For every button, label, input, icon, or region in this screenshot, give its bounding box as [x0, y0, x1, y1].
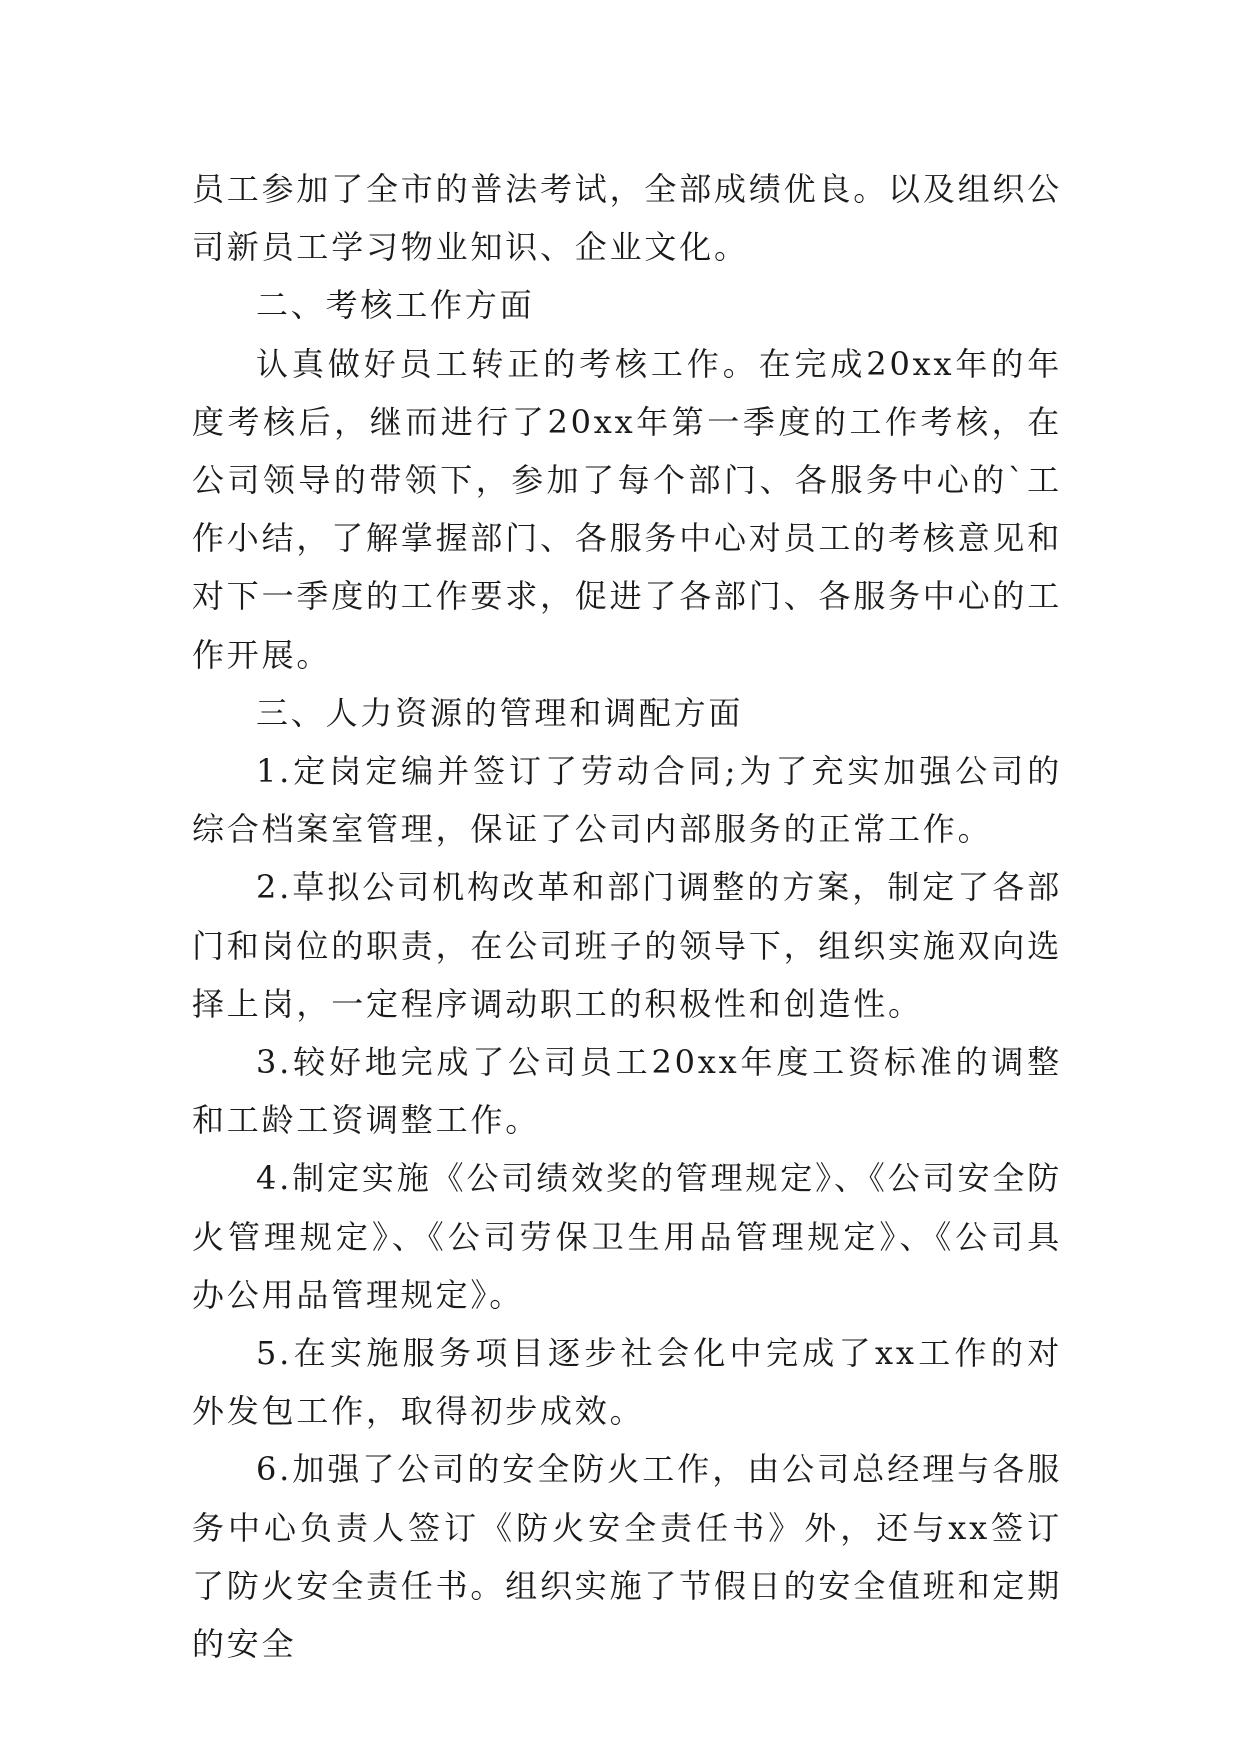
paragraph-assessment: 认真做好员工转正的考核工作。在完成20xx年的年度考核后，继而进行了20xx年第一季度的工作考核，在公司领导的带领下，参加了每个部门、各服务中心的`工作小结，了解掌握部门、各服务中心对员工的考核意见和对下一季度的工作要求，促进了各部门、各服务中心的工作开展。: [192, 344, 1063, 674]
list-item-4: 4.制定实施《公司绩效奖的管理规定》、《公司安全防火管理规定》、《公司劳保卫生用品管理规定》、《公司具办公用品管理规定》。: [192, 1159, 1062, 1314]
document-body: [192, 160, 1062, 1673]
section-heading-hr: 三、人力资源的管理和调配方面: [256, 693, 744, 732]
list-item-3: 3.较好地完成了公司员工20xx年度工资标准的调整和工龄工资调整工作。: [192, 1043, 1062, 1140]
section-heading-assessment: 二、考核工作方面: [256, 286, 535, 325]
paragraph-continuation: 员工参加了全市的普法考试，全部成绩优良。以及组织公司新员工学习物业知识、企业文化。: [192, 170, 1063, 267]
list-item-5: 5.在实施服务项目逐步社会化中完成了xx工作的对外发包工作，取得初步成效。: [192, 1334, 1062, 1431]
list-item-6: 6.加强了公司的安全防火工作，由公司总经理与各服务中心负责人签订《防火安全责任书》外，还与xx签订了防火安全责任书。组织实施了节假日的安全值班和定期的安全: [192, 1450, 1063, 1664]
list-item-2: 2.草拟公司机构改革和部门调整的方案，制定了各部门和岗位的职责，在公司班子的领导下，组织实施双向选择上岗，一定程序调动职工的积极性和创造性。: [192, 868, 1063, 1023]
list-item-1: 1.定岗定编并签订了劳动合同;为了充实加强公司的综合档案室管理，保证了公司内部服务的正常工作。: [192, 752, 1062, 849]
